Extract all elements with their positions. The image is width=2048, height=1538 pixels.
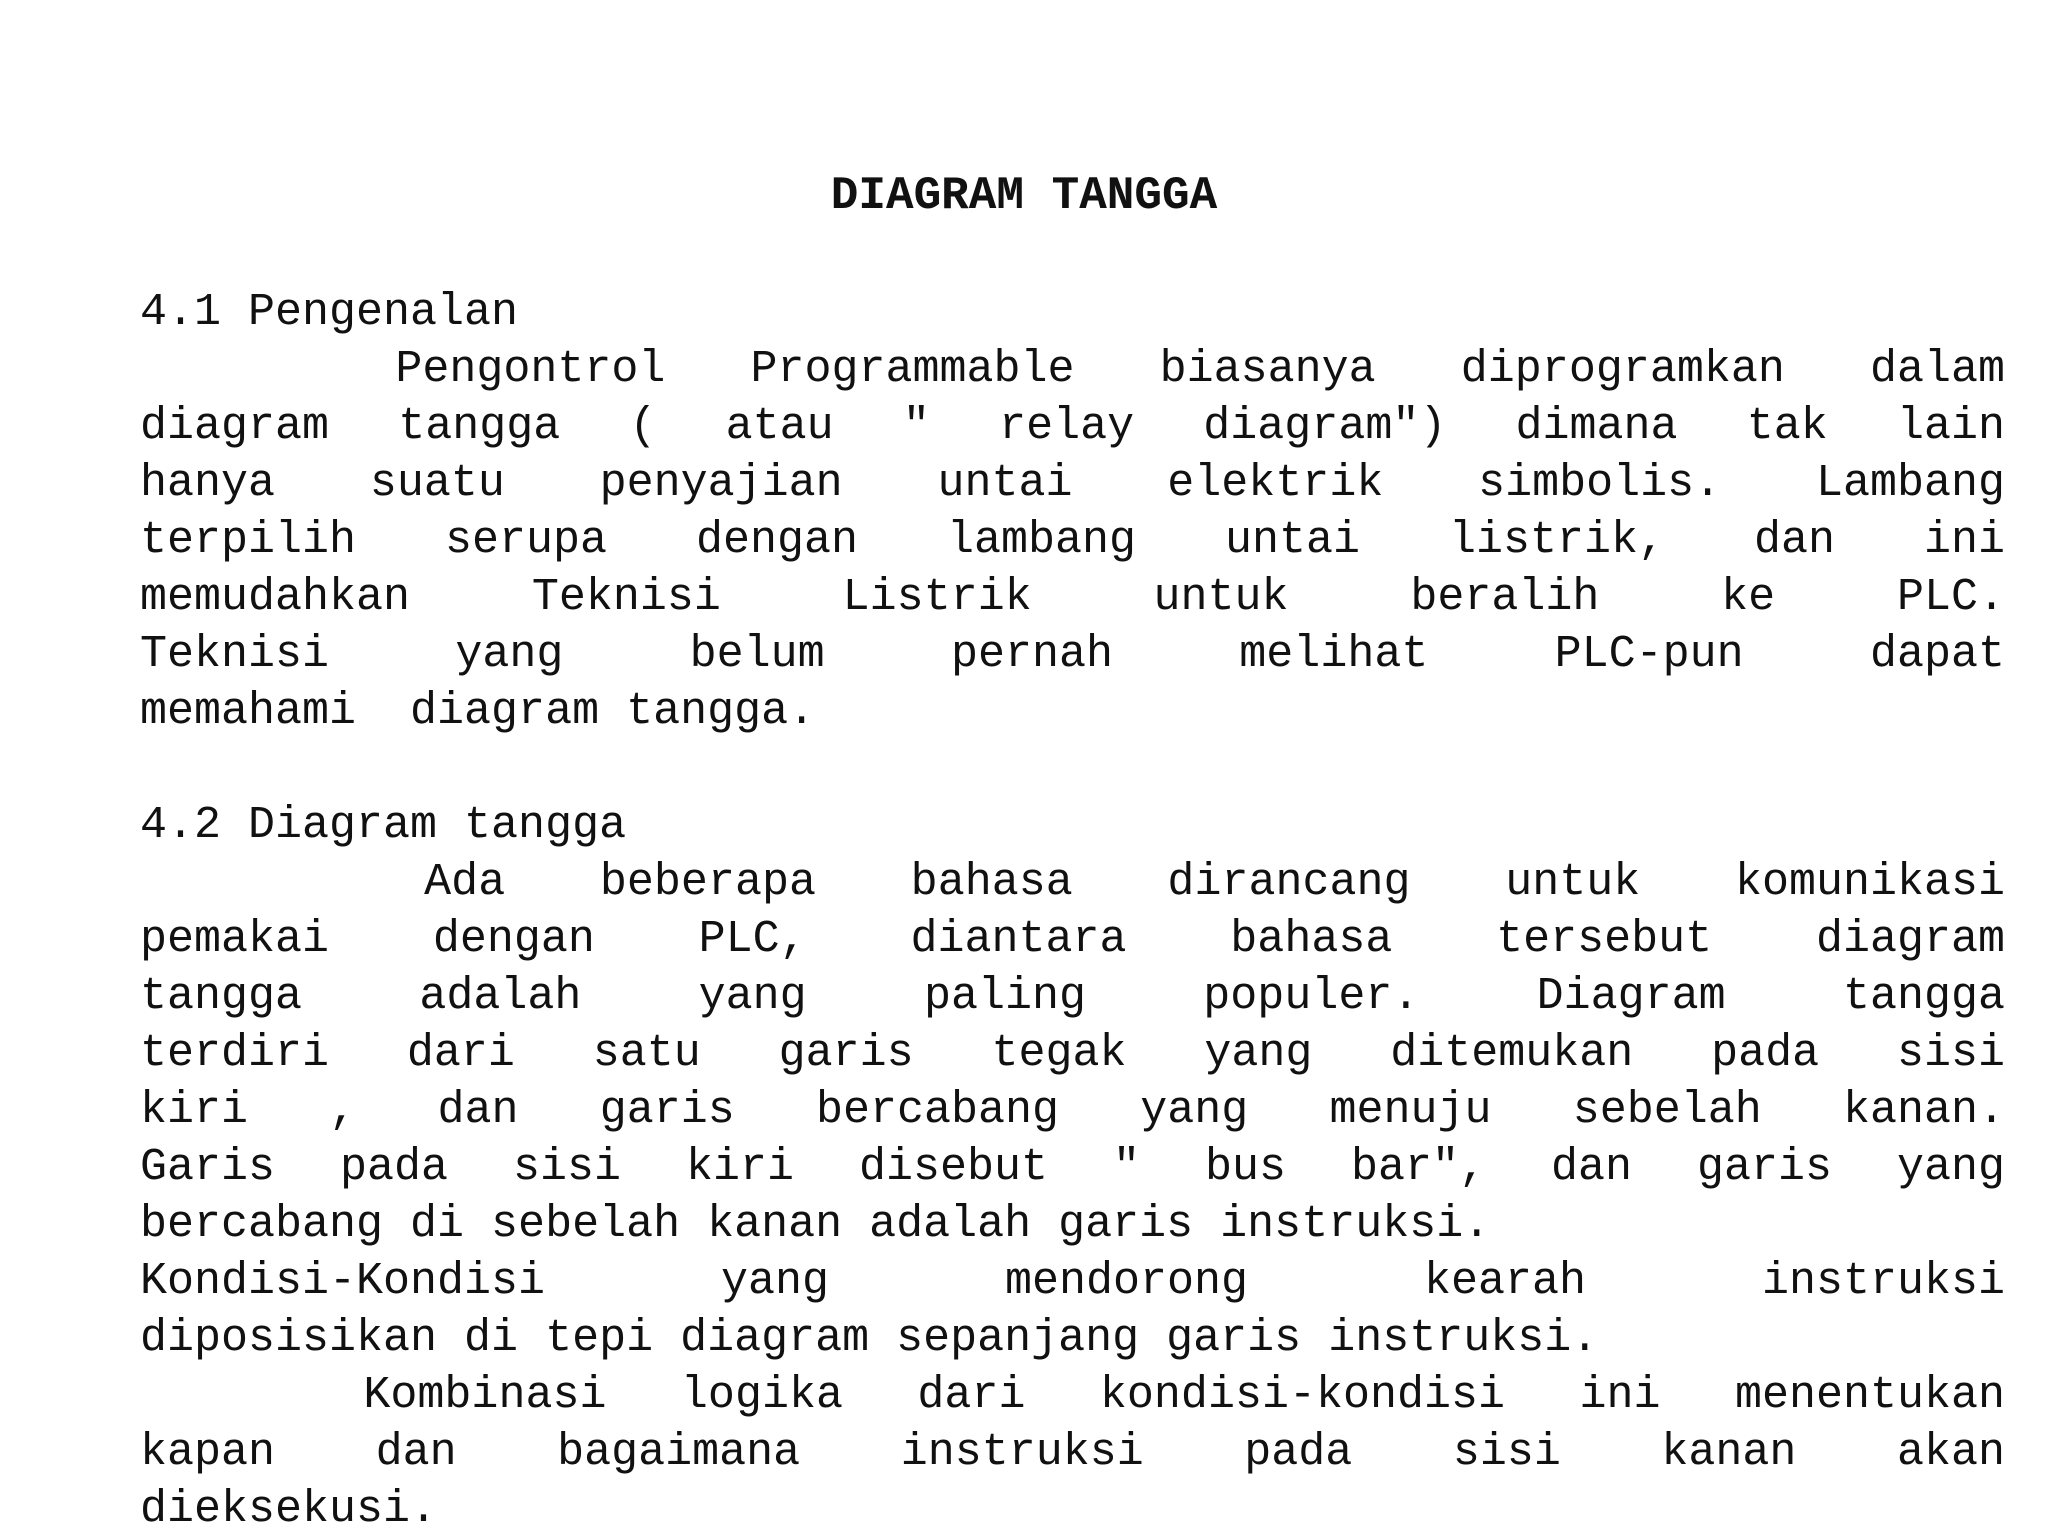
text-line: diposisikan di tepi diagram sepanjang garis instruksi. xyxy=(140,1313,1599,1364)
page-title: DIAGRAM TANGGA xyxy=(830,170,1218,222)
text-line: Ada beberapa bahasa dirancang untuk komunikasi xyxy=(140,857,2005,908)
paragraph-diagram-tangga-2 xyxy=(140,1367,2005,1538)
text-line: hanya suatu penyajian untai elektrik simbolis. Lambang xyxy=(140,458,2005,509)
paragraph-diagram-tangga-1 xyxy=(140,854,2005,1367)
text-line: memahami diagram tangga. xyxy=(140,686,816,737)
text-line: pemakai dengan PLC, diantara bahasa tersebut diagram xyxy=(140,914,2005,965)
text-line: kiri , dan garis bercabang yang menuju sebelah kanan. xyxy=(140,1085,2005,1136)
text-line: Pengontrol Programmable biasanya diprogramkan dalam xyxy=(140,344,2005,395)
document-body xyxy=(140,284,2005,1538)
text-line: kapan dan bagaimana instruksi pada sisi kanan akan xyxy=(140,1427,2005,1478)
text-line: terpilih serupa dengan lambang untai listrik, dan ini xyxy=(140,515,2005,566)
text-line: Garis pada sisi kiri disebut " bus bar", dan garis yang xyxy=(140,1142,2005,1193)
text-line: tangga adalah yang paling populer. Diagram tangga xyxy=(140,971,2005,1022)
text-line: terdiri dari satu garis tegak yang ditemukan pada sisi xyxy=(140,1028,2005,1079)
section-heading-diagram-tangga: 4.2 Diagram tangga xyxy=(140,800,627,851)
text-line: Kondisi-Kondisi yang mendorong kearah instruksi xyxy=(140,1256,2005,1307)
text-line: memudahkan Teknisi Listrik untuk beralih ke PLC. xyxy=(140,572,2005,623)
text-line: Teknisi yang belum pernah melihat PLC-pun dapat xyxy=(140,629,2005,680)
text-line: Kombinasi logika dari kondisi-kondisi ini menentukan xyxy=(140,1370,2005,1421)
section-spacer xyxy=(140,740,2005,797)
text-line: diagram tangga ( atau " relay diagram") dimana tak lain xyxy=(140,401,2005,452)
text-line: dieksekusi. xyxy=(140,1484,438,1535)
text-line: bercabang di sebelah kanan adalah garis instruksi. xyxy=(140,1199,1491,1250)
paragraph-pengenalan xyxy=(140,341,2005,740)
section-heading-pengenalan: 4.1 Pengenalan xyxy=(140,287,519,338)
